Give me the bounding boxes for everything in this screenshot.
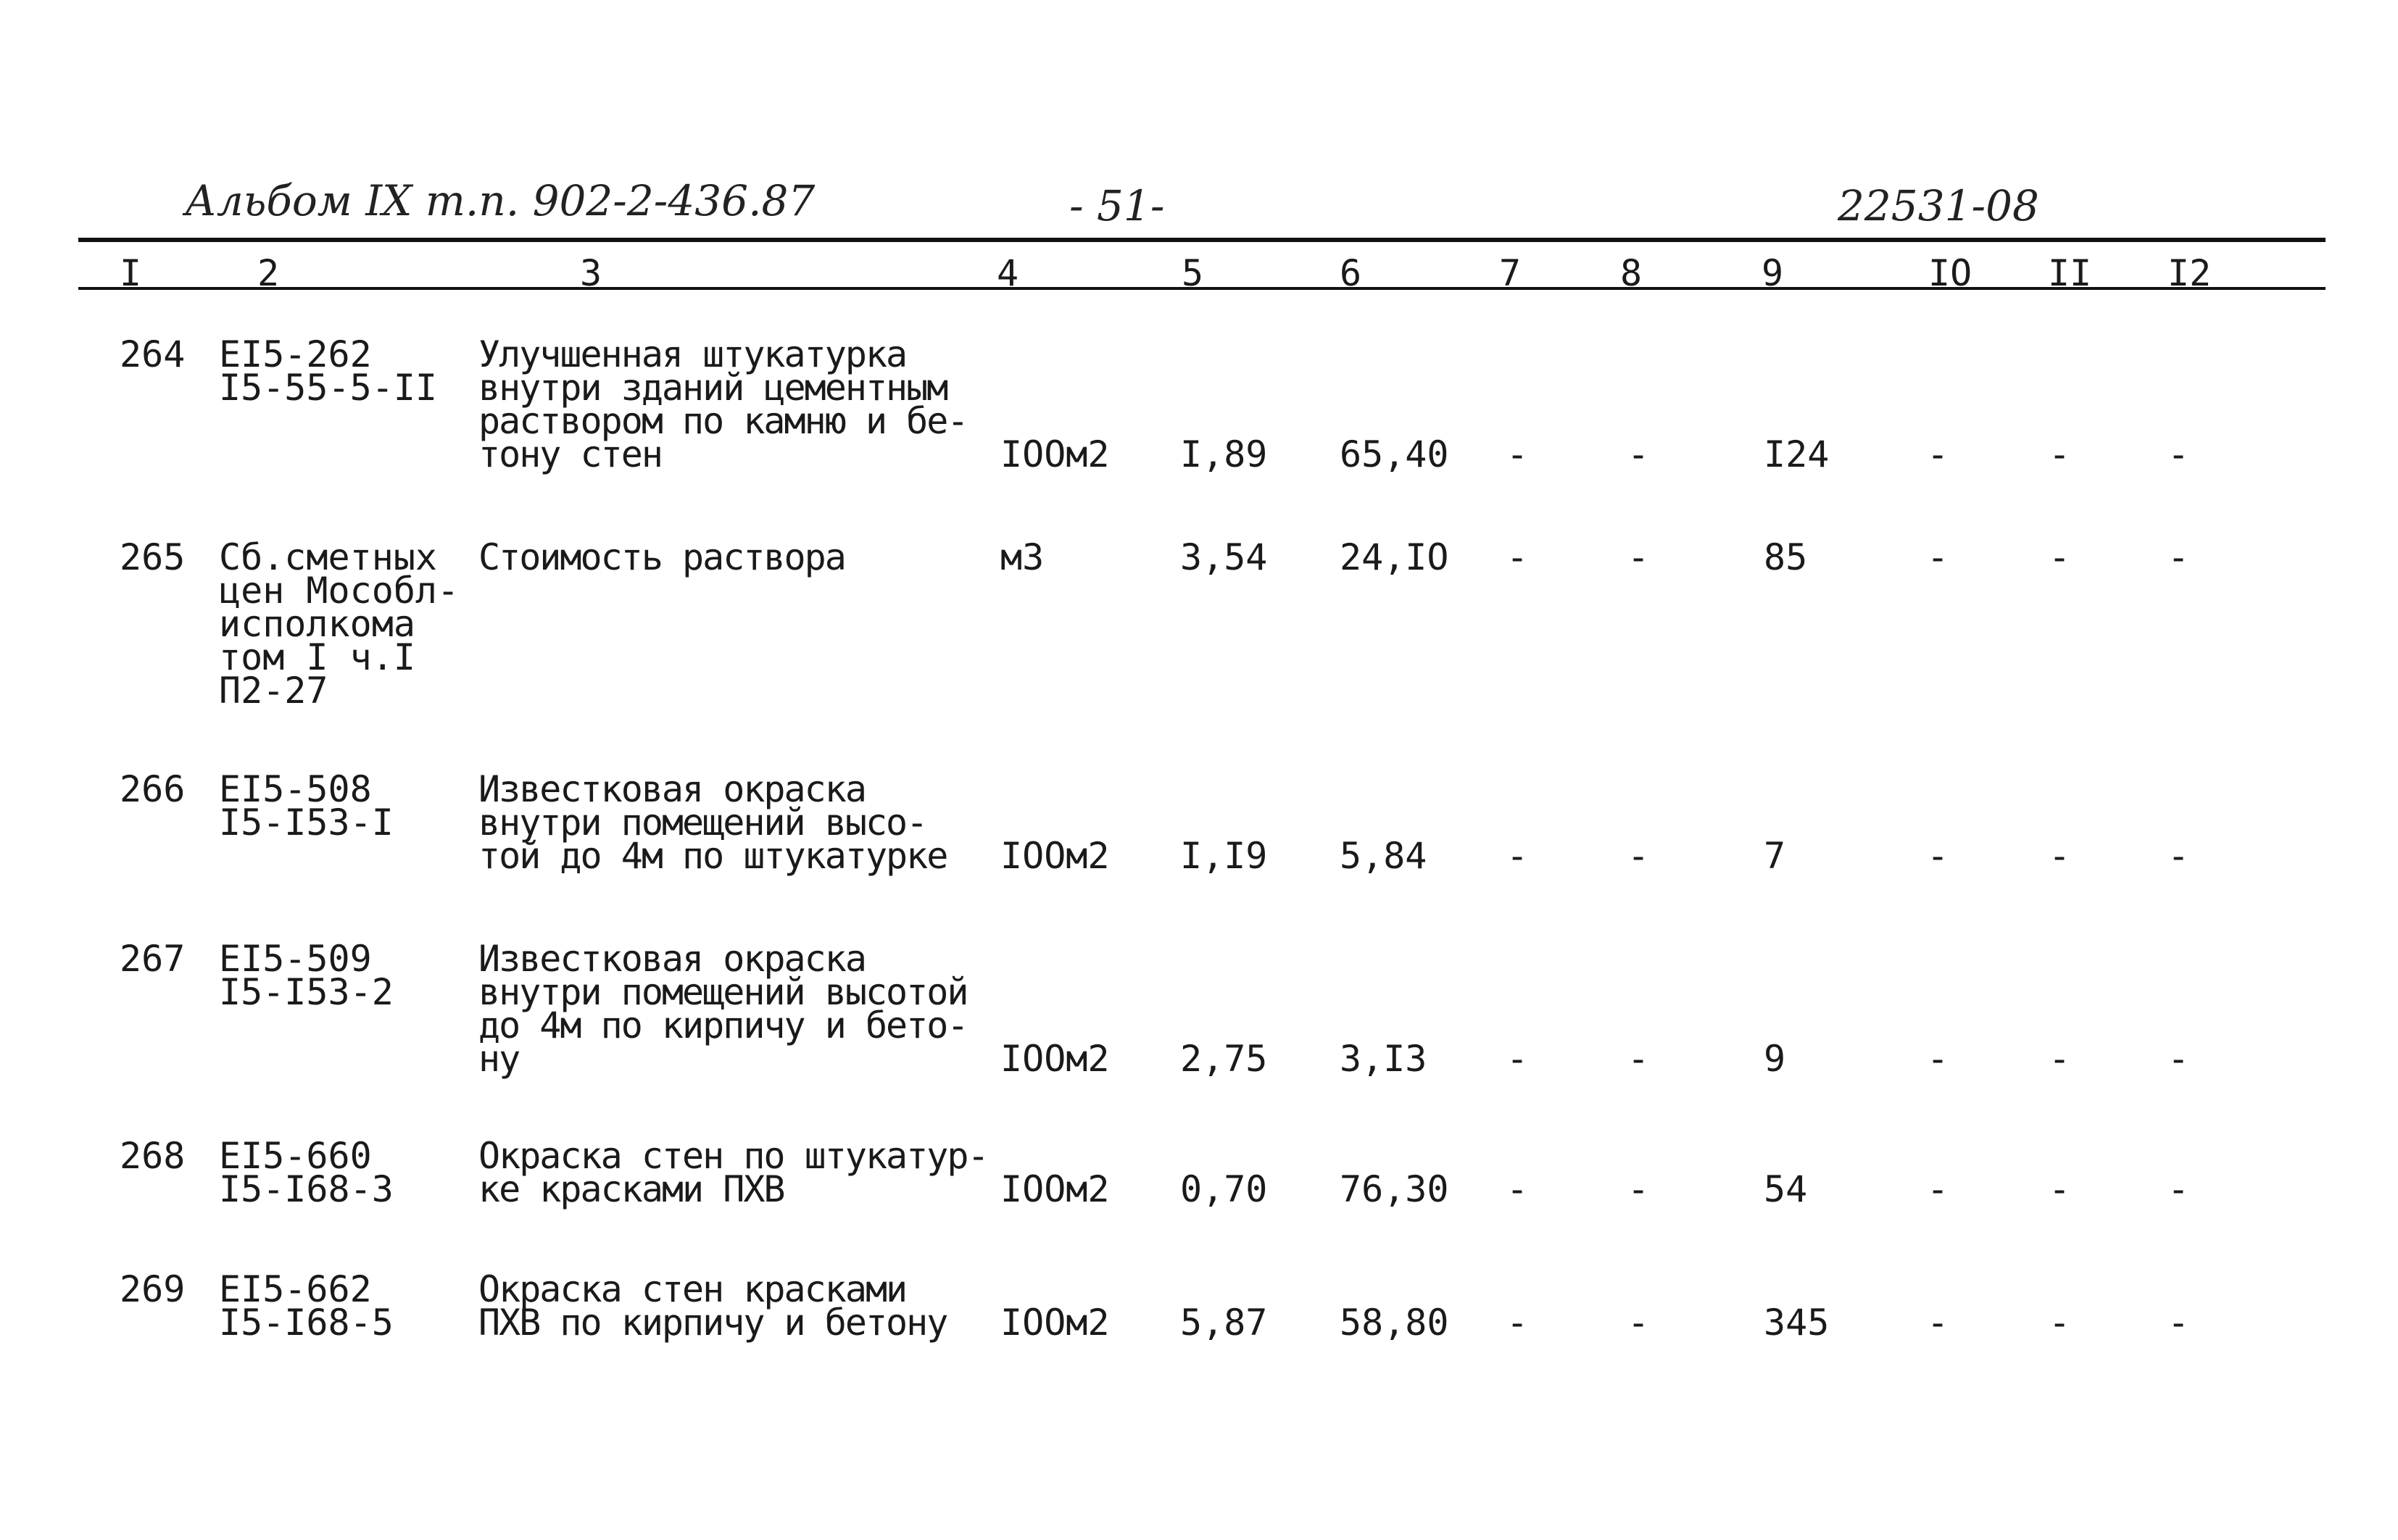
row-total: 9 [1764, 1038, 1786, 1080]
row-quantity: 3,54 [1180, 536, 1268, 578]
page-number: - 51- [1069, 181, 1165, 230]
row-col-11: - [2049, 1302, 2071, 1344]
row-col-10: - [1927, 433, 1949, 475]
row-unit-price: 5,84 [1340, 835, 1427, 877]
row-col-11: - [2049, 1038, 2071, 1080]
row-unit: IOOм2 [1000, 1302, 1110, 1344]
row-col-12: - [2167, 835, 2190, 877]
row-col-7: - [1506, 1168, 1529, 1210]
row-col-7: - [1506, 433, 1529, 475]
row-col-8: - [1627, 1302, 1650, 1344]
row-col-11: - [2049, 1168, 2071, 1210]
row-number: 269 [120, 1268, 186, 1310]
column-number-3: 3 [580, 252, 602, 294]
column-number-12: I2 [2167, 252, 2212, 294]
column-number-5: 5 [1182, 252, 1204, 294]
row-quantity: 0,70 [1180, 1168, 1268, 1210]
row-col-8: - [1627, 433, 1650, 475]
row-total: 54 [1764, 1168, 1808, 1210]
row-description: Улучшенная штукатурка внутри зданий цементным раствором по камню и бе- тону стен [478, 333, 968, 475]
row-col-11: - [2049, 536, 2071, 578]
row-col-7: - [1506, 1038, 1529, 1080]
column-number-2: 2 [257, 252, 280, 294]
row-total: 345 [1764, 1302, 1830, 1344]
column-number-8: 8 [1620, 252, 1643, 294]
row-col-7: - [1506, 536, 1529, 578]
row-col-7: - [1506, 835, 1529, 877]
row-total: I24 [1764, 433, 1830, 475]
row-description: Окраска стен красками ПХВ по кирпичу и бетону [478, 1268, 947, 1344]
row-unit-price: 76,30 [1340, 1168, 1449, 1210]
row-reference: EI5-508 I5-I53-I [219, 768, 394, 844]
row-col-10: - [1927, 1302, 1949, 1344]
row-col-10: - [1927, 835, 1949, 877]
row-total: 85 [1764, 536, 1808, 578]
row-number: 266 [120, 768, 186, 810]
row-unit-price: 65,40 [1340, 433, 1449, 475]
row-col-11: - [2049, 433, 2071, 475]
row-description: Окраска стен по штукатур- ке красками ПХВ [478, 1135, 988, 1210]
row-unit-price: 58,80 [1340, 1302, 1449, 1344]
row-quantity: I,89 [1180, 433, 1268, 475]
column-number-6: 6 [1340, 252, 1362, 294]
row-col-8: - [1627, 1168, 1650, 1210]
row-unit-price: 3,I3 [1340, 1038, 1427, 1080]
row-col-8: - [1627, 1038, 1650, 1080]
row-description: Известковая окраска внутри помещений высо- той до 4м по штукатурке [478, 768, 947, 877]
album-reference: Альбом IX т.п. 902-2-436.87 [185, 176, 816, 225]
row-col-12: - [2167, 1302, 2190, 1344]
row-description: Стоимость раствора [478, 536, 845, 578]
row-quantity: 5,87 [1180, 1302, 1268, 1344]
row-number: 267 [120, 938, 186, 980]
row-col-11: - [2049, 835, 2071, 877]
row-unit-price: 24,IO [1340, 536, 1449, 578]
column-number-1: I [120, 252, 142, 294]
row-description: Известковая окраска внутри помещений высотой до 4м по кирпичу и бето- ну [478, 938, 968, 1080]
row-col-10: - [1927, 1168, 1949, 1210]
column-number-9: 9 [1762, 252, 1784, 294]
row-reference: Сб.сметных цен Мособл- исполкома том I ч.I П2-27 [219, 536, 460, 712]
column-number-7: 7 [1499, 252, 1522, 294]
document-code: 22531-08 [1838, 181, 2039, 230]
row-reference: EI5-660 I5-I68-3 [219, 1135, 394, 1210]
row-col-12: - [2167, 433, 2190, 475]
row-col-10: - [1927, 536, 1949, 578]
row-col-12: - [2167, 1168, 2190, 1210]
row-number: 265 [120, 536, 186, 578]
row-total: 7 [1764, 835, 1786, 877]
row-unit: IOOм2 [1000, 1168, 1110, 1210]
row-reference: EI5-662 I5-I68-5 [219, 1268, 394, 1344]
row-unit: IOOм2 [1000, 835, 1110, 877]
row-quantity: I,I9 [1180, 835, 1268, 877]
column-number-10: IO [1928, 252, 1972, 294]
row-unit: IOOм2 [1000, 433, 1110, 475]
row-col-12: - [2167, 1038, 2190, 1080]
row-unit: IOOм2 [1000, 1038, 1110, 1080]
row-col-8: - [1627, 536, 1650, 578]
row-reference: EI5-509 I5-I53-2 [219, 938, 394, 1013]
row-quantity: 2,75 [1180, 1038, 1268, 1080]
column-number-11: II [2048, 252, 2092, 294]
column-number-4: 4 [997, 252, 1019, 294]
row-col-8: - [1627, 835, 1650, 877]
row-number: 264 [120, 333, 186, 375]
row-unit: м3 [1000, 536, 1045, 578]
row-reference: EI5-262 I5-55-5-II [219, 333, 438, 409]
row-number: 268 [120, 1135, 186, 1177]
row-col-7: - [1506, 1302, 1529, 1344]
row-col-10: - [1927, 1038, 1949, 1080]
top-rule [78, 238, 2326, 242]
row-col-12: - [2167, 536, 2190, 578]
